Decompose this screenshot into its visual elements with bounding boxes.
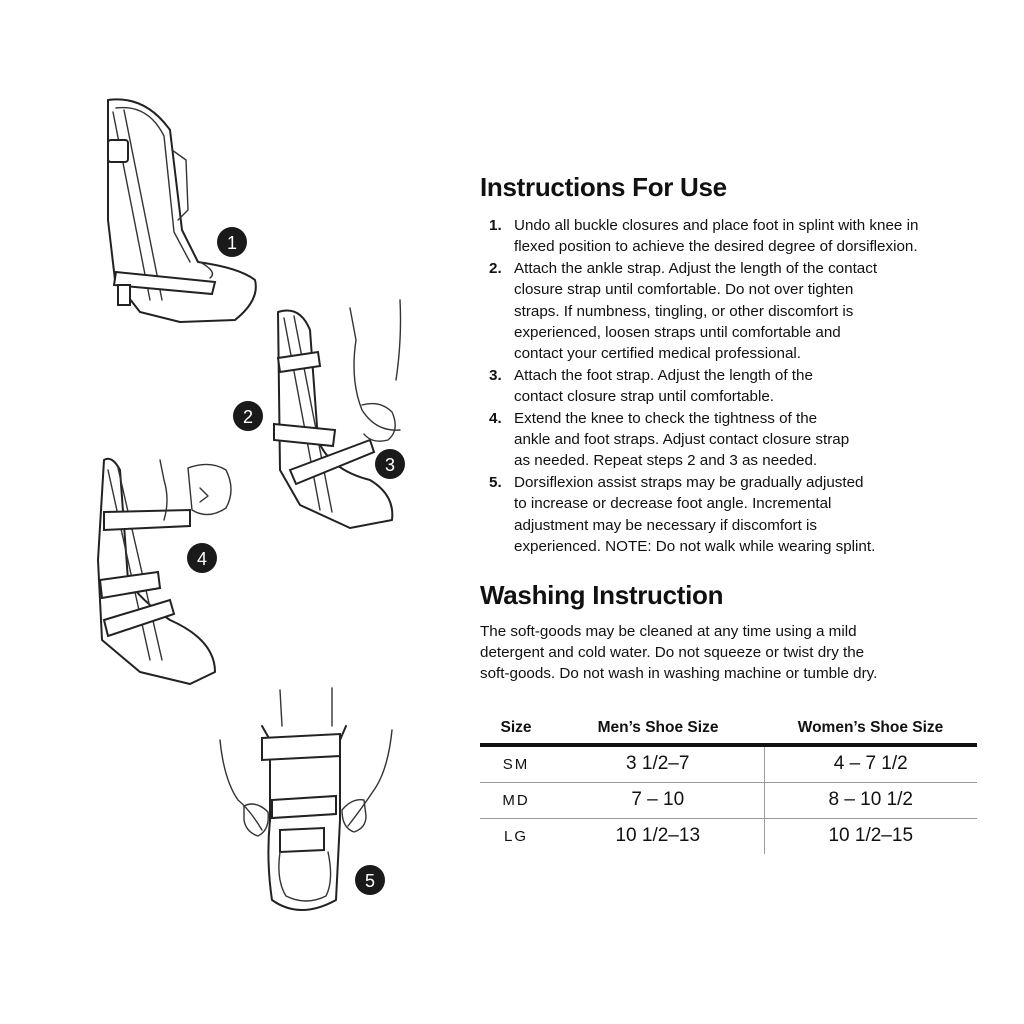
step-text [514, 408, 1000, 472]
step-badge-3 [375, 449, 405, 479]
step-line: flexed position to achieve the desired degree of dorsiflexion. [514, 238, 918, 256]
womens-size-cell: 8 – 10 1/2 [764, 782, 977, 818]
size-chart-table [480, 715, 977, 854]
step-badge-2 [233, 401, 263, 431]
step-badge-4 [187, 543, 217, 573]
splint-illustrations [0, 0, 470, 1024]
figure-4-knee [98, 459, 231, 684]
step-line: ankle and foot straps. Adjust contact closure strap [514, 431, 850, 449]
washing-line: The soft-goods may be cleaned at any time using a mild [480, 622, 857, 640]
step-line: contact closure strap until comfortable. [514, 388, 774, 406]
instruction-steps [480, 215, 1000, 558]
instructions-title: Instructions For Use [480, 172, 727, 202]
step-number: 3. [489, 366, 502, 384]
step-text [514, 215, 1000, 258]
step-line: experienced. NOTE: Do not walk while wearing splint. [514, 538, 876, 556]
instruction-step-3 [480, 365, 1000, 408]
table-row [480, 782, 977, 818]
figure-1-splint [108, 99, 256, 322]
step-line: Attach the foot strap. Adjust the length of the [514, 366, 813, 384]
step-line: experienced, loosen straps until comfortable and [514, 324, 841, 342]
womens-size-cell: 4 – 7 1/2 [764, 745, 977, 783]
step-text [514, 472, 1000, 558]
mens-size-cell: 7 – 10 [552, 782, 764, 818]
table-row [480, 745, 977, 783]
step-line: Attach the ankle strap. Adjust the length of the contact [514, 259, 878, 277]
step-line: closure strap until comfortable. Do not over tighten [514, 281, 854, 299]
svg-text:3: 3 [384, 455, 396, 475]
step-line: Dorsiflexion assist straps may be gradually adjusted [514, 473, 864, 491]
step-line: to increase or decrease foot angle. Incremental [514, 495, 832, 513]
step-number: 5. [489, 473, 502, 491]
step-line: Extend the knee to check the tightness of the [514, 409, 818, 427]
mens-size-cell: 10 1/2–13 [615, 825, 701, 847]
instruction-step-5 [480, 472, 1000, 558]
figure-2-3-adjust [274, 300, 401, 528]
step-text [514, 258, 1000, 365]
washing-title: Washing Instruction [480, 579, 724, 610]
size-cell: MD [480, 782, 552, 818]
size-cell: SM [480, 745, 552, 783]
step-line: straps. If numbness, tingling, or other discomfort is [514, 302, 854, 320]
night-splint-drawing [0, 0, 470, 1024]
svg-text:5: 5 [364, 871, 376, 891]
step-badge-5 [355, 865, 385, 895]
instruction-step-4 [480, 408, 1000, 472]
header-womens: Women’s Shoe Size [764, 715, 977, 745]
step-number: 1. [489, 217, 502, 234]
step-number: 2. [489, 259, 502, 277]
step-line: contact your certified medical professional. [514, 345, 802, 363]
step-line: as needed. Repeat steps 2 and 3 as needed. [514, 452, 818, 470]
instruction-step-2 [480, 258, 1000, 365]
svg-text:4: 4 [196, 549, 208, 569]
header-mens: Men’s Shoe Size [552, 715, 764, 745]
step-text [514, 365, 1000, 408]
washing-text [480, 621, 1000, 685]
instructions-panel [480, 172, 1000, 854]
washing-line: soft-goods. Do not wash in washing machine or tumble dry. [480, 665, 878, 683]
svg-text:2: 2 [242, 407, 254, 427]
header-size: Size [480, 715, 552, 745]
step-badge-1 [217, 227, 247, 257]
mens-size-cell: 3 1/2–7 [552, 745, 764, 783]
step-line: adjustment may be necessary if discomfort is [514, 516, 818, 534]
size-cell: LG [503, 827, 528, 845]
instruction-step-1 [480, 215, 1000, 258]
womens-size-cell: 10 1/2–15 [764, 818, 977, 854]
table-header-row [480, 715, 977, 745]
svg-text:1: 1 [226, 233, 238, 253]
step-line: Undo all buckle closures and place foot in splint with knee in [514, 217, 919, 234]
washing-line: detergent and cold water. Do not squeeze or twist dry the [480, 643, 865, 661]
step-number: 4. [489, 409, 502, 427]
table-row [480, 818, 977, 854]
